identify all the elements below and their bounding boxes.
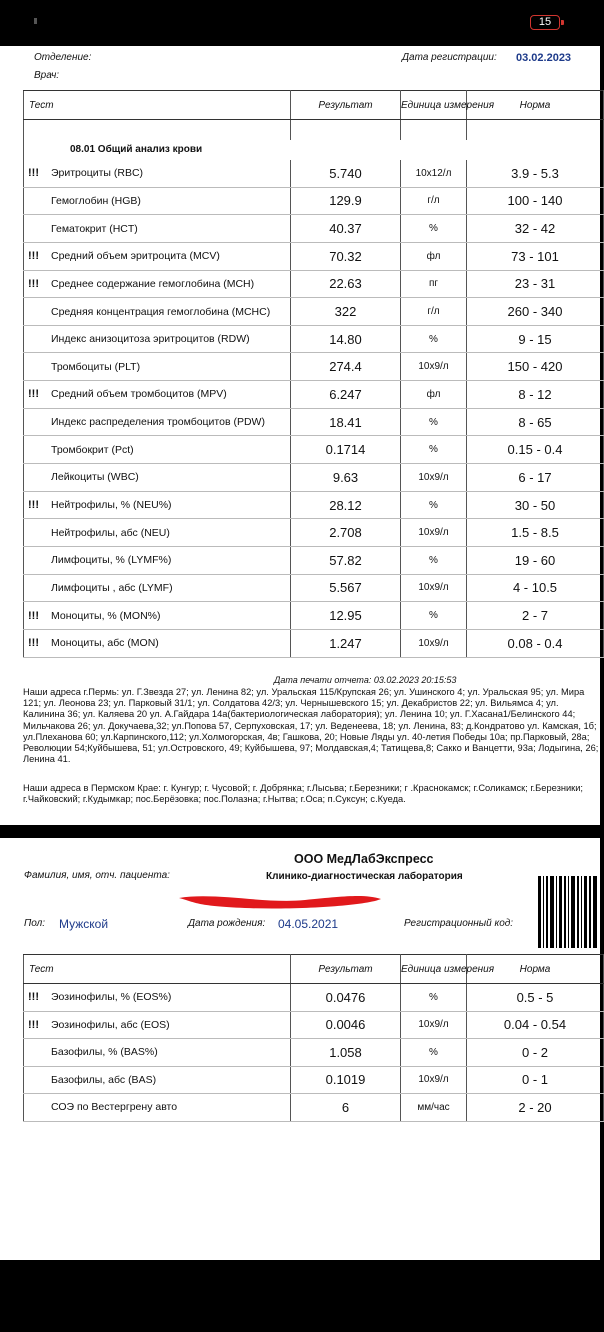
test-name-cell xyxy=(24,491,291,519)
registration-date-value: 03.02.2023 xyxy=(516,52,572,64)
norm-value: 0.04 - 0.54 xyxy=(467,1011,604,1039)
table-row xyxy=(24,160,604,188)
norm-value: 23 - 31 xyxy=(467,270,604,298)
table-row xyxy=(24,381,604,409)
norm-value: 0.15 - 0.4 xyxy=(467,436,604,464)
sex-value: Мужской xyxy=(59,917,109,931)
norm-value: 1.5 - 8.5 xyxy=(467,519,604,547)
test-name: Базофилы, % (BAS%) xyxy=(51,1046,158,1059)
norm-value: 0.08 - 0.4 xyxy=(467,629,604,657)
result-value: 70.32 xyxy=(291,242,401,270)
norm-value: 0 - 2 xyxy=(467,1039,604,1067)
status-bar xyxy=(0,0,600,46)
test-name: Нейтрофилы, абс (NEU) xyxy=(51,526,170,539)
test-name-cell xyxy=(24,602,291,630)
addresses-perm: Наши адреса г.Пермь: ул. Г.Звезда 27; ул. Ленина 82; ул. Уральская 115/Крупская 26; ул. Ушинского 4; ул. Уральская 95; ул. Мира 121; ул. Леонова 23; ул. Парковый 31/1; ул. Солдатова 42/3; ул. Чернышевского 15; ул. Декабристов 22; ул. Вильямса 4; ул. Калинина 36; ул. Каляева 20 ул. А.Гайдара 14а(бактериологическая лаборатория); ул. Ленина 10; ул. Г.Хасана1/Белинского 44; Мильчакова 26; ул. Докучаева,32; ул.Попова 57, Серпуховская, 17; ул. Веденеева, 18; ул. Ленина, 83; д.Кондратово ул. Камская, 1б; ул.Плеханова 60; ул.Карпинского,112; ул.Холмогорская, 4в; Гашкова, 20; Новые Ляды ул. 40-летия Победы 10а; пр.Парковый, 28а; Революции 54;Куйбышева, 51; ул.Островского, 49; Куйбышева, 97; Молдавская,4; Татищева,8; Сакко и Ванцетти, 93а; Лодыгина, 26; Ленина 41. xyxy=(23,687,599,765)
result-value: 57.82 xyxy=(291,546,401,574)
table-row xyxy=(24,270,604,298)
test-name: СОЭ по Вестергрену авто xyxy=(51,1101,178,1114)
result-value: 274.4 xyxy=(291,353,401,381)
test-name-cell xyxy=(24,270,291,298)
test-name: Моноциты, % (MON%) xyxy=(51,609,161,622)
result-value: 12.95 xyxy=(291,602,401,630)
test-name: Тромбоциты (PLT) xyxy=(51,360,141,373)
unit-value: г/л xyxy=(401,298,467,326)
result-value: 14.80 xyxy=(291,325,401,353)
blank-row xyxy=(24,120,604,140)
header-result: Результат xyxy=(291,955,401,984)
result-value: 129.9 xyxy=(291,187,401,215)
abnormal-flag: !!! xyxy=(28,277,39,290)
norm-value: 6 - 17 xyxy=(467,464,604,492)
registration-code-label: Регистрационный код: xyxy=(404,918,514,929)
test-name-cell xyxy=(24,436,291,464)
test-name-cell xyxy=(24,629,291,657)
result-value: 28.12 xyxy=(291,491,401,519)
result-value: 0.1714 xyxy=(291,436,401,464)
abnormal-flag: !!! xyxy=(28,609,39,622)
table-row xyxy=(24,984,604,1012)
norm-value: 8 - 12 xyxy=(467,381,604,409)
result-value: 0.0046 xyxy=(291,1011,401,1039)
barcode-image xyxy=(536,876,600,948)
unit-value: 10x9/л xyxy=(401,1011,467,1039)
unit-value: 10x9/л xyxy=(401,353,467,381)
table-row xyxy=(24,1039,604,1067)
test-name-cell xyxy=(24,160,291,188)
unit-value: пг xyxy=(401,270,467,298)
table-row xyxy=(24,546,604,574)
test-name-cell xyxy=(24,381,291,409)
notification-dot-icon xyxy=(34,18,37,24)
result-value: 322 xyxy=(291,298,401,326)
report-page-1 xyxy=(0,46,600,825)
abnormal-flag: !!! xyxy=(28,499,39,511)
norm-value: 19 - 60 xyxy=(467,546,604,574)
test-name-cell xyxy=(24,408,291,436)
unit-value: г/л xyxy=(401,187,467,215)
test-name-cell xyxy=(24,1039,291,1067)
result-value: 5.567 xyxy=(291,574,401,602)
unit-value: 10x9/л xyxy=(401,464,467,492)
unit-value: 10x9/л xyxy=(401,574,467,602)
norm-value: 32 - 42 xyxy=(467,215,604,243)
unit-value: % xyxy=(401,546,467,574)
report-page-2 xyxy=(0,838,600,1260)
department-label: Отделение: xyxy=(34,52,92,63)
test-name-cell xyxy=(24,464,291,492)
result-value: 5.740 xyxy=(291,160,401,188)
doctor-label: Врач: xyxy=(34,70,60,81)
organization-name: ООО МедЛабЭкспресс xyxy=(294,852,434,866)
result-value: 9.63 xyxy=(291,464,401,492)
battery-icon xyxy=(530,15,560,30)
unit-value: 10x12/л xyxy=(401,160,467,188)
abnormal-flag: !!! xyxy=(28,1018,39,1031)
unit-value: % xyxy=(401,984,467,1012)
header-unit: Единица измерения xyxy=(401,955,467,984)
test-name-cell xyxy=(24,1066,291,1094)
norm-value: 9 - 15 xyxy=(467,325,604,353)
table-row xyxy=(24,408,604,436)
result-value: 22.63 xyxy=(291,270,401,298)
section-row xyxy=(24,140,604,160)
unit-value: 10x9/л xyxy=(401,519,467,547)
table-header xyxy=(24,91,604,120)
header-test: Тест xyxy=(24,91,291,120)
norm-value: 3.9 - 5.3 xyxy=(467,160,604,188)
test-name-cell xyxy=(24,353,291,381)
test-name-cell xyxy=(24,298,291,326)
test-name: Лимфоциты , абс (LYMF) xyxy=(51,581,173,594)
table-row xyxy=(24,187,604,215)
header-result: Результат xyxy=(291,91,401,120)
table-row xyxy=(24,602,604,630)
table-row xyxy=(24,1066,604,1094)
table-row xyxy=(24,325,604,353)
header-norm: Норма xyxy=(467,91,604,120)
test-name: Средний объем тромбоцитов (MPV) xyxy=(51,388,227,401)
print-date: Дата печати отчета: 03.02.2023 20:15:53 xyxy=(274,675,457,685)
unit-value: % xyxy=(401,602,467,630)
result-value: 0.0476 xyxy=(291,984,401,1012)
sex-label: Пол: xyxy=(24,918,46,929)
result-value: 0.1019 xyxy=(291,1066,401,1094)
abnormal-flag: !!! xyxy=(28,167,39,180)
test-name: Эозинофилы, % (EOS%) xyxy=(51,991,172,1004)
test-name: Индекс анизоцитоза эритроцитов (RDW) xyxy=(51,333,250,346)
test-name-cell xyxy=(24,187,291,215)
unit-value: % xyxy=(401,215,467,243)
test-name: Лейкоциты (WBC) xyxy=(51,471,139,484)
result-value: 1.247 xyxy=(291,629,401,657)
patient-name-label: Фамилия, имя, отч. пациента: xyxy=(24,870,170,881)
norm-value: 0.5 - 5 xyxy=(467,984,604,1012)
test-name: Среднее содержание гемоглобина (MCH) xyxy=(51,277,255,290)
table-row xyxy=(24,353,604,381)
test-name: Эозинофилы, абс (EOS) xyxy=(51,1018,170,1031)
unit-value: 10x9/л xyxy=(401,629,467,657)
test-name: Гематокрит (HCT) xyxy=(51,222,138,235)
unit-value: % xyxy=(401,1039,467,1067)
test-name-cell xyxy=(24,984,291,1012)
header-unit: Единица измерения xyxy=(401,91,467,120)
unit-value: % xyxy=(401,491,467,519)
unit-value: мм/час xyxy=(401,1094,467,1122)
abnormal-flag: !!! xyxy=(28,991,39,1004)
table-row xyxy=(24,574,604,602)
test-name-cell xyxy=(24,519,291,547)
header-test: Тест xyxy=(24,955,291,984)
battery-level: 15 xyxy=(538,16,552,28)
norm-value: 2 - 20 xyxy=(467,1094,604,1122)
norm-value: 0 - 1 xyxy=(467,1066,604,1094)
table-row xyxy=(24,519,604,547)
table-row xyxy=(24,1094,604,1122)
norm-value: 100 - 140 xyxy=(467,187,604,215)
unit-value: % xyxy=(401,408,467,436)
test-name: Нейтрофилы, % (NEU%) xyxy=(51,499,172,511)
unit-value: 10x9/л xyxy=(401,1066,467,1094)
table-row xyxy=(24,1011,604,1039)
birth-date-value: 04.05.2021 xyxy=(278,917,339,931)
norm-value: 260 - 340 xyxy=(467,298,604,326)
result-value: 6 xyxy=(291,1094,401,1122)
unit-value: фл xyxy=(401,242,467,270)
result-value: 2.708 xyxy=(291,519,401,547)
test-name: Базофилы, абс (BAS) xyxy=(51,1073,157,1086)
organization-subtitle: Клинико-диагностическая лаборатория xyxy=(266,871,463,882)
test-name: Лимфоциты, % (LYMF%) xyxy=(51,554,172,567)
test-name: Средняя концентрация гемоглобина (MCHC) xyxy=(51,305,271,318)
table-row xyxy=(24,491,604,519)
redaction-scribble xyxy=(175,890,385,912)
test-name-cell xyxy=(24,325,291,353)
test-name: Тромбокрит (Pct) xyxy=(51,443,134,456)
test-name: Гемоглобин (HGB) xyxy=(51,194,141,207)
result-value: 6.247 xyxy=(291,381,401,409)
table-row xyxy=(24,298,604,326)
test-name-cell xyxy=(24,574,291,602)
unit-value: % xyxy=(401,325,467,353)
result-value: 40.37 xyxy=(291,215,401,243)
test-name-cell xyxy=(24,1094,291,1122)
results-table xyxy=(23,90,604,658)
test-name-cell xyxy=(24,1011,291,1039)
norm-value: 30 - 50 xyxy=(467,491,604,519)
table-row xyxy=(24,464,604,492)
test-name: Эритроциты (RBC) xyxy=(51,167,144,180)
unit-value: % xyxy=(401,436,467,464)
registration-date-label: Дата регистрации: xyxy=(402,52,497,63)
addresses-region: Наши адреса в Пермском Крае: г. Кунгур; г. Чусовой; г. Добрянка; г.Лысьва; г.Березники; г .Краснокамск; г.Соликамск; г.Березники; г.Чайковский; г.Кудымкар; пос.Берёзовка; пос.Полазна; г.Нытва; г.Оса; п.Суксун; с.Куеда. xyxy=(23,783,584,805)
page-gap xyxy=(0,825,600,838)
test-name: Средний объем эритроцита (MCV) xyxy=(51,250,220,263)
norm-value: 150 - 420 xyxy=(467,353,604,381)
unit-value: фл xyxy=(401,381,467,409)
test-name: Моноциты, абс (MON) xyxy=(51,637,159,650)
result-value: 18.41 xyxy=(291,408,401,436)
test-name-cell xyxy=(24,215,291,243)
results-table-2 xyxy=(23,954,604,1122)
abnormal-flag: !!! xyxy=(28,250,39,263)
test-name: Индекс распределения тромбоцитов (PDW) xyxy=(51,416,265,429)
abnormal-flag: !!! xyxy=(28,388,39,401)
norm-value: 8 - 65 xyxy=(467,408,604,436)
norm-value: 4 - 10.5 xyxy=(467,574,604,602)
test-name-cell xyxy=(24,242,291,270)
result-value: 1.058 xyxy=(291,1039,401,1067)
header-norm: Норма xyxy=(467,955,604,984)
norm-value: 2 - 7 xyxy=(467,602,604,630)
table-row xyxy=(24,436,604,464)
norm-value: 73 - 101 xyxy=(467,242,604,270)
section-title: 08.01 Общий анализ крови xyxy=(24,140,604,160)
table-row xyxy=(24,242,604,270)
abnormal-flag: !!! xyxy=(28,637,39,650)
birth-date-label: Дата рождения: xyxy=(188,918,266,929)
table-row xyxy=(24,629,604,657)
table-header xyxy=(24,955,604,984)
table-row xyxy=(24,215,604,243)
test-name-cell xyxy=(24,546,291,574)
battery-cap xyxy=(561,20,564,25)
